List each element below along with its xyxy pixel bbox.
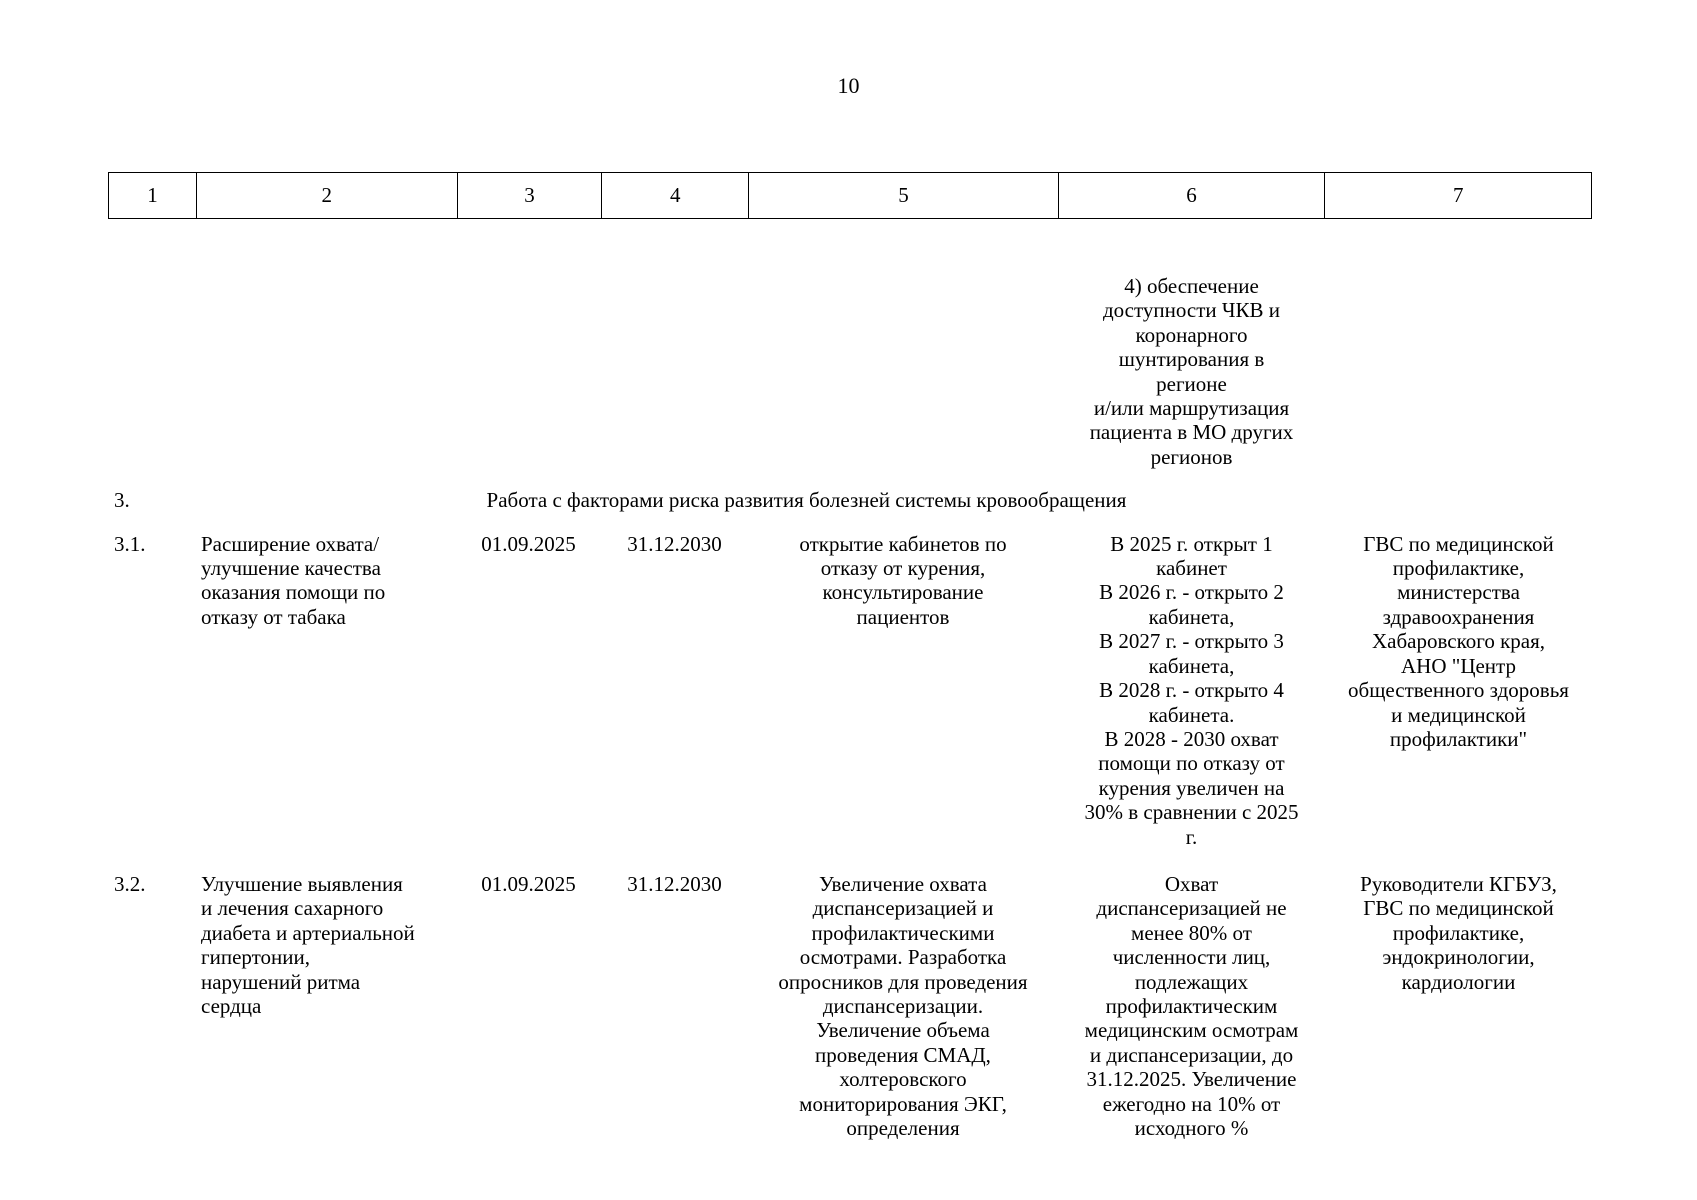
column-number-2: 2 xyxy=(196,173,457,218)
row-number: 3.1. xyxy=(114,531,146,556)
column-number-7: 7 xyxy=(1324,173,1591,218)
section-row xyxy=(108,488,1592,512)
column-number-6: 6 xyxy=(1058,173,1325,218)
measures-table xyxy=(108,172,1592,1140)
section-number: 3. xyxy=(114,488,130,513)
page-number: 10 xyxy=(837,73,860,98)
table-row-continuation xyxy=(108,274,1592,469)
responsible: Руководители КГБУЗ, ГВС по медицинской профилактике, эндокринологии, кардиологии xyxy=(1360,871,1557,994)
column-number-4: 4 xyxy=(601,173,748,218)
measure-description: Увеличение охвата диспансеризацией и профилактическими осмотрами. Разработка опросников для проведения диспансеризации. Увеличение объема проведения СМАД, холтеровского мониторирования ЭКГ, определения xyxy=(778,871,1028,1140)
measure-name: Улучшение выявления и лечения сахарного диабета и артериальной гипертонии, нарушений ритма сердца xyxy=(201,871,415,1018)
measure-description: открытие кабинетов по отказу от курения, консультирование пациентов xyxy=(799,531,1007,629)
expected-result: Охват диспансеризацией не менее 80% от численности лиц, подлежащих профилактическим медицинским осмотрам и диспансеризации, до 31.12.2025. Увеличение ежегодно на 10% от исходного % xyxy=(1084,871,1299,1140)
table-header-row xyxy=(108,172,1592,219)
end-date: 31.12.2030 xyxy=(627,531,722,556)
measure-name: Расширение охвата/ улучшение качества оказания помощи по отказу от табака xyxy=(201,531,386,629)
table-row xyxy=(108,532,1592,849)
responsible: ГВС по медицинской профилактике, министерства здравоохранения Хабаровского края, АНО "Центр общественного здоровья и медицинской профилактики" xyxy=(1348,531,1569,751)
section-title: Работа с факторами риска развития болезней системы кровообращения xyxy=(486,488,1127,513)
continuation-result: 4) обеспечение доступности ЧКВ и коронарного шунтирования в регионе и/или маршрутизация пациента в МО других регионов xyxy=(1089,274,1294,469)
column-number-5: 5 xyxy=(748,173,1058,218)
column-number-1: 1 xyxy=(147,183,158,207)
end-date: 31.12.2030 xyxy=(627,871,722,896)
row-number: 3.2. xyxy=(114,871,146,896)
start-date: 01.09.2025 xyxy=(481,871,576,896)
expected-result: В 2025 г. открыт 1 кабинет В 2026 г. - открыто 2 кабинета, В 2027 г. - открыто 3 кабинета, В 2028 г. - открыто 4 кабинета. В 2028 - 2030 охват помощи по отказу от курения увеличен на 30% в сравнении с 2025 г. xyxy=(1084,531,1299,849)
column-number-3: 3 xyxy=(457,173,602,218)
start-date: 01.09.2025 xyxy=(481,531,576,556)
table-row xyxy=(108,872,1592,1140)
